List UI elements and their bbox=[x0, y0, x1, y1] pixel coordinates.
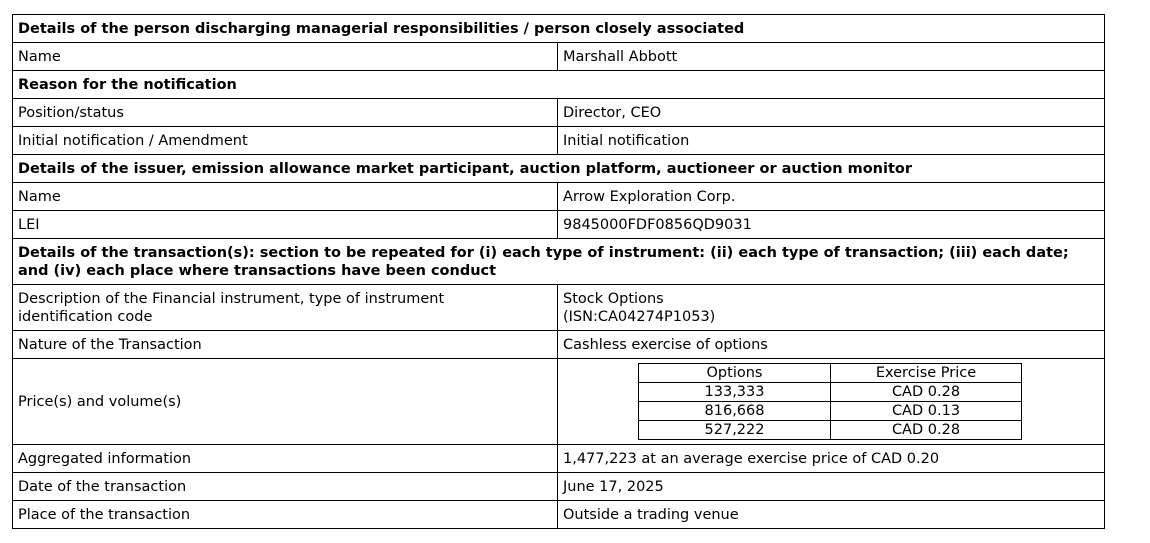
lei-value: 9845000FDF0856QD9031 bbox=[558, 211, 1105, 239]
nature-label: Nature of the Transaction bbox=[13, 331, 558, 359]
price-volume-label: Price(s) and volume(s) bbox=[13, 359, 558, 445]
price-volume-value bbox=[558, 359, 1105, 445]
issuer-name-value: Arrow Exploration Corp. bbox=[558, 183, 1105, 211]
pdmr-name-label: Name bbox=[13, 43, 558, 71]
place-value: Outside a trading venue bbox=[558, 501, 1105, 529]
pdmr-section-header: Details of the person discharging managerial responsibilities / person closely associated bbox=[13, 15, 1105, 43]
options-cell: 816,668 bbox=[639, 402, 831, 421]
aggregated-label: Aggregated information bbox=[13, 445, 558, 473]
position-label: Position/status bbox=[13, 99, 558, 127]
table-row bbox=[639, 402, 1022, 421]
options-cell: 133,333 bbox=[639, 383, 831, 402]
price-cell: CAD 0.13 bbox=[831, 402, 1022, 421]
price-volume-table bbox=[638, 363, 1022, 440]
reason-section-header: Reason for the notification bbox=[13, 71, 1105, 99]
place-label: Place of the transaction bbox=[13, 501, 558, 529]
position-value: Director, CEO bbox=[558, 99, 1105, 127]
date-label: Date of the transaction bbox=[13, 473, 558, 501]
transaction-section-header: Details of the transaction(s): section to be repeated for (i) each type of instrument: (ii) each type of transaction; (iii) each date; and (iv) each place where transactions have been conduct bbox=[13, 239, 1105, 285]
instrument-label-line1: Description of the Financial instrument, type of instrument bbox=[18, 290, 445, 307]
issuer-section-header: Details of the issuer, emission allowance market participant, auction platform, auctioneer or auction monitor bbox=[13, 155, 1105, 183]
instrument-label-line2: identification code bbox=[18, 308, 153, 325]
initial-notification-value: Initial notification bbox=[558, 127, 1105, 155]
options-column-header: Options bbox=[639, 364, 831, 383]
instrument-value-line1: Stock Options bbox=[563, 290, 664, 307]
options-cell: 527,222 bbox=[639, 421, 831, 440]
notification-table bbox=[12, 14, 1105, 529]
instrument-label bbox=[13, 285, 558, 331]
exercise-price-column-header: Exercise Price bbox=[831, 364, 1022, 383]
instrument-value bbox=[558, 285, 1105, 331]
table-row bbox=[639, 383, 1022, 402]
date-value: June 17, 2025 bbox=[558, 473, 1105, 501]
initial-notification-label: Initial notification / Amendment bbox=[13, 127, 558, 155]
nature-value: Cashless exercise of options bbox=[558, 331, 1105, 359]
pdmr-name-value: Marshall Abbott bbox=[558, 43, 1105, 71]
instrument-value-line2: (ISN:CA04274P1053) bbox=[563, 308, 716, 325]
aggregated-value: 1,477,223 at an average exercise price of CAD 0.20 bbox=[558, 445, 1105, 473]
price-cell: CAD 0.28 bbox=[831, 383, 1022, 402]
issuer-name-label: Name bbox=[13, 183, 558, 211]
lei-label: LEI bbox=[13, 211, 558, 239]
table-row bbox=[639, 421, 1022, 440]
price-cell: CAD 0.28 bbox=[831, 421, 1022, 440]
